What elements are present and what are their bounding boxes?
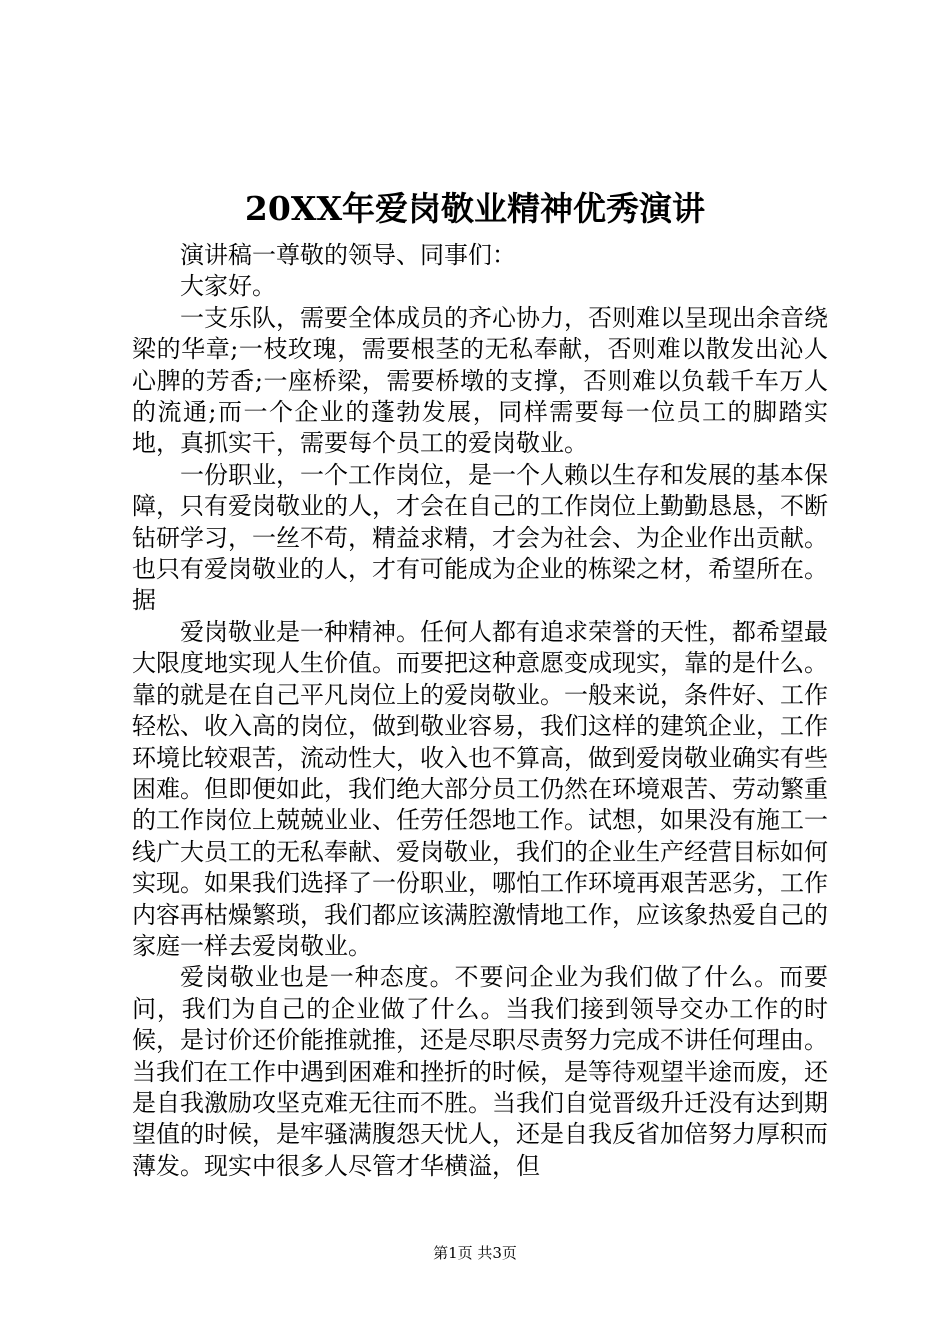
- body-paragraph: 爱岗敬业是一种精神。任何人都有追求荣誉的天性，都希望最大限度地实现人生价值。而要把这种意愿变成现实，靠的是什么。靠的就是在自己平凡岗位上的爱岗敬业。一般来说，条件好、工作轻松、收入高的岗位，做到敬业容易，我们这样的建筑企业，工作环境比较艰苦，流动性大，收入也不算高，做到爱岗敬业确实有些困难。但即便如此，我们绝大部分员工仍然在环境艰苦、劳动繁重的工作岗位上兢兢业业、任劳任怨地工作。试想，如果没有施工一线广大员工的无私奉献、爱岗敬业，我们的企业生产经营目标如何实现。如果我们选择了一份职业，哪怕工作环境再艰苦恶劣，工作内容再枯燥繁琐，我们都应该满腔激情地工作，应该象热爱自己的家庭一样去爱岗敬业。: [132, 617, 828, 960]
- page-number-footer: 第1页 共3页: [433, 1244, 517, 1262]
- salutation-paragraph: 演讲稿一尊敬的领导、同事们：: [180, 241, 516, 269]
- greeting-paragraph: 大家好。: [180, 272, 276, 301]
- document-title: 20XX年爱岗敬业精神优秀演讲: [244, 189, 706, 228]
- body-paragraph: 爱岗敬业也是一种态度。不要问企业为我们做了什么。而要问，我们为自己的企业做了什么。当我们接到领导交办工作的时候，是讨价还价能推就推，还是尽职尽责努力完成不讲任何理由。当我们在工作中遇到困难和挫折的时候，是等待观望半途而废，还是自我激励攻坚克难无往而不胜。当我们自觉晋级升迁没有达到期望值的时候，是牢骚满腹怨天忧人，还是自我反省加倍努力厚积而薄发。现实中很多人尽管才华横溢，但: [132, 963, 828, 1180]
- body-paragraph: 一支乐队，需要全体成员的齐心协力，否则难以呈现出余音绕梁的华章;一枝玫瑰，需要根茎的无私奉献，否则难以散发出沁人心脾的芳香;一座桥梁，需要桥墩的支撑，否则难以负载千车万人的流通;而一个企业的蓬勃发展，同样需要每一位员工的脚踏实地，真抓实干，需要每个员工的爱岗敬业。: [132, 303, 828, 458]
- body-paragraph: 一份职业，一个工作岗位，是一个人赖以生存和发展的基本保障，只有爱岗敬业的人，才会在自己的工作岗位上勤勤恳恳，不断钻研学习，一丝不苟，精益求精，才会为社会、为企业作出贡献。也只有爱岗敬业的人，才有可能成为企业的栋梁之材，希望所在。据: [132, 460, 828, 615]
- document-body: [132, 240, 828, 1182]
